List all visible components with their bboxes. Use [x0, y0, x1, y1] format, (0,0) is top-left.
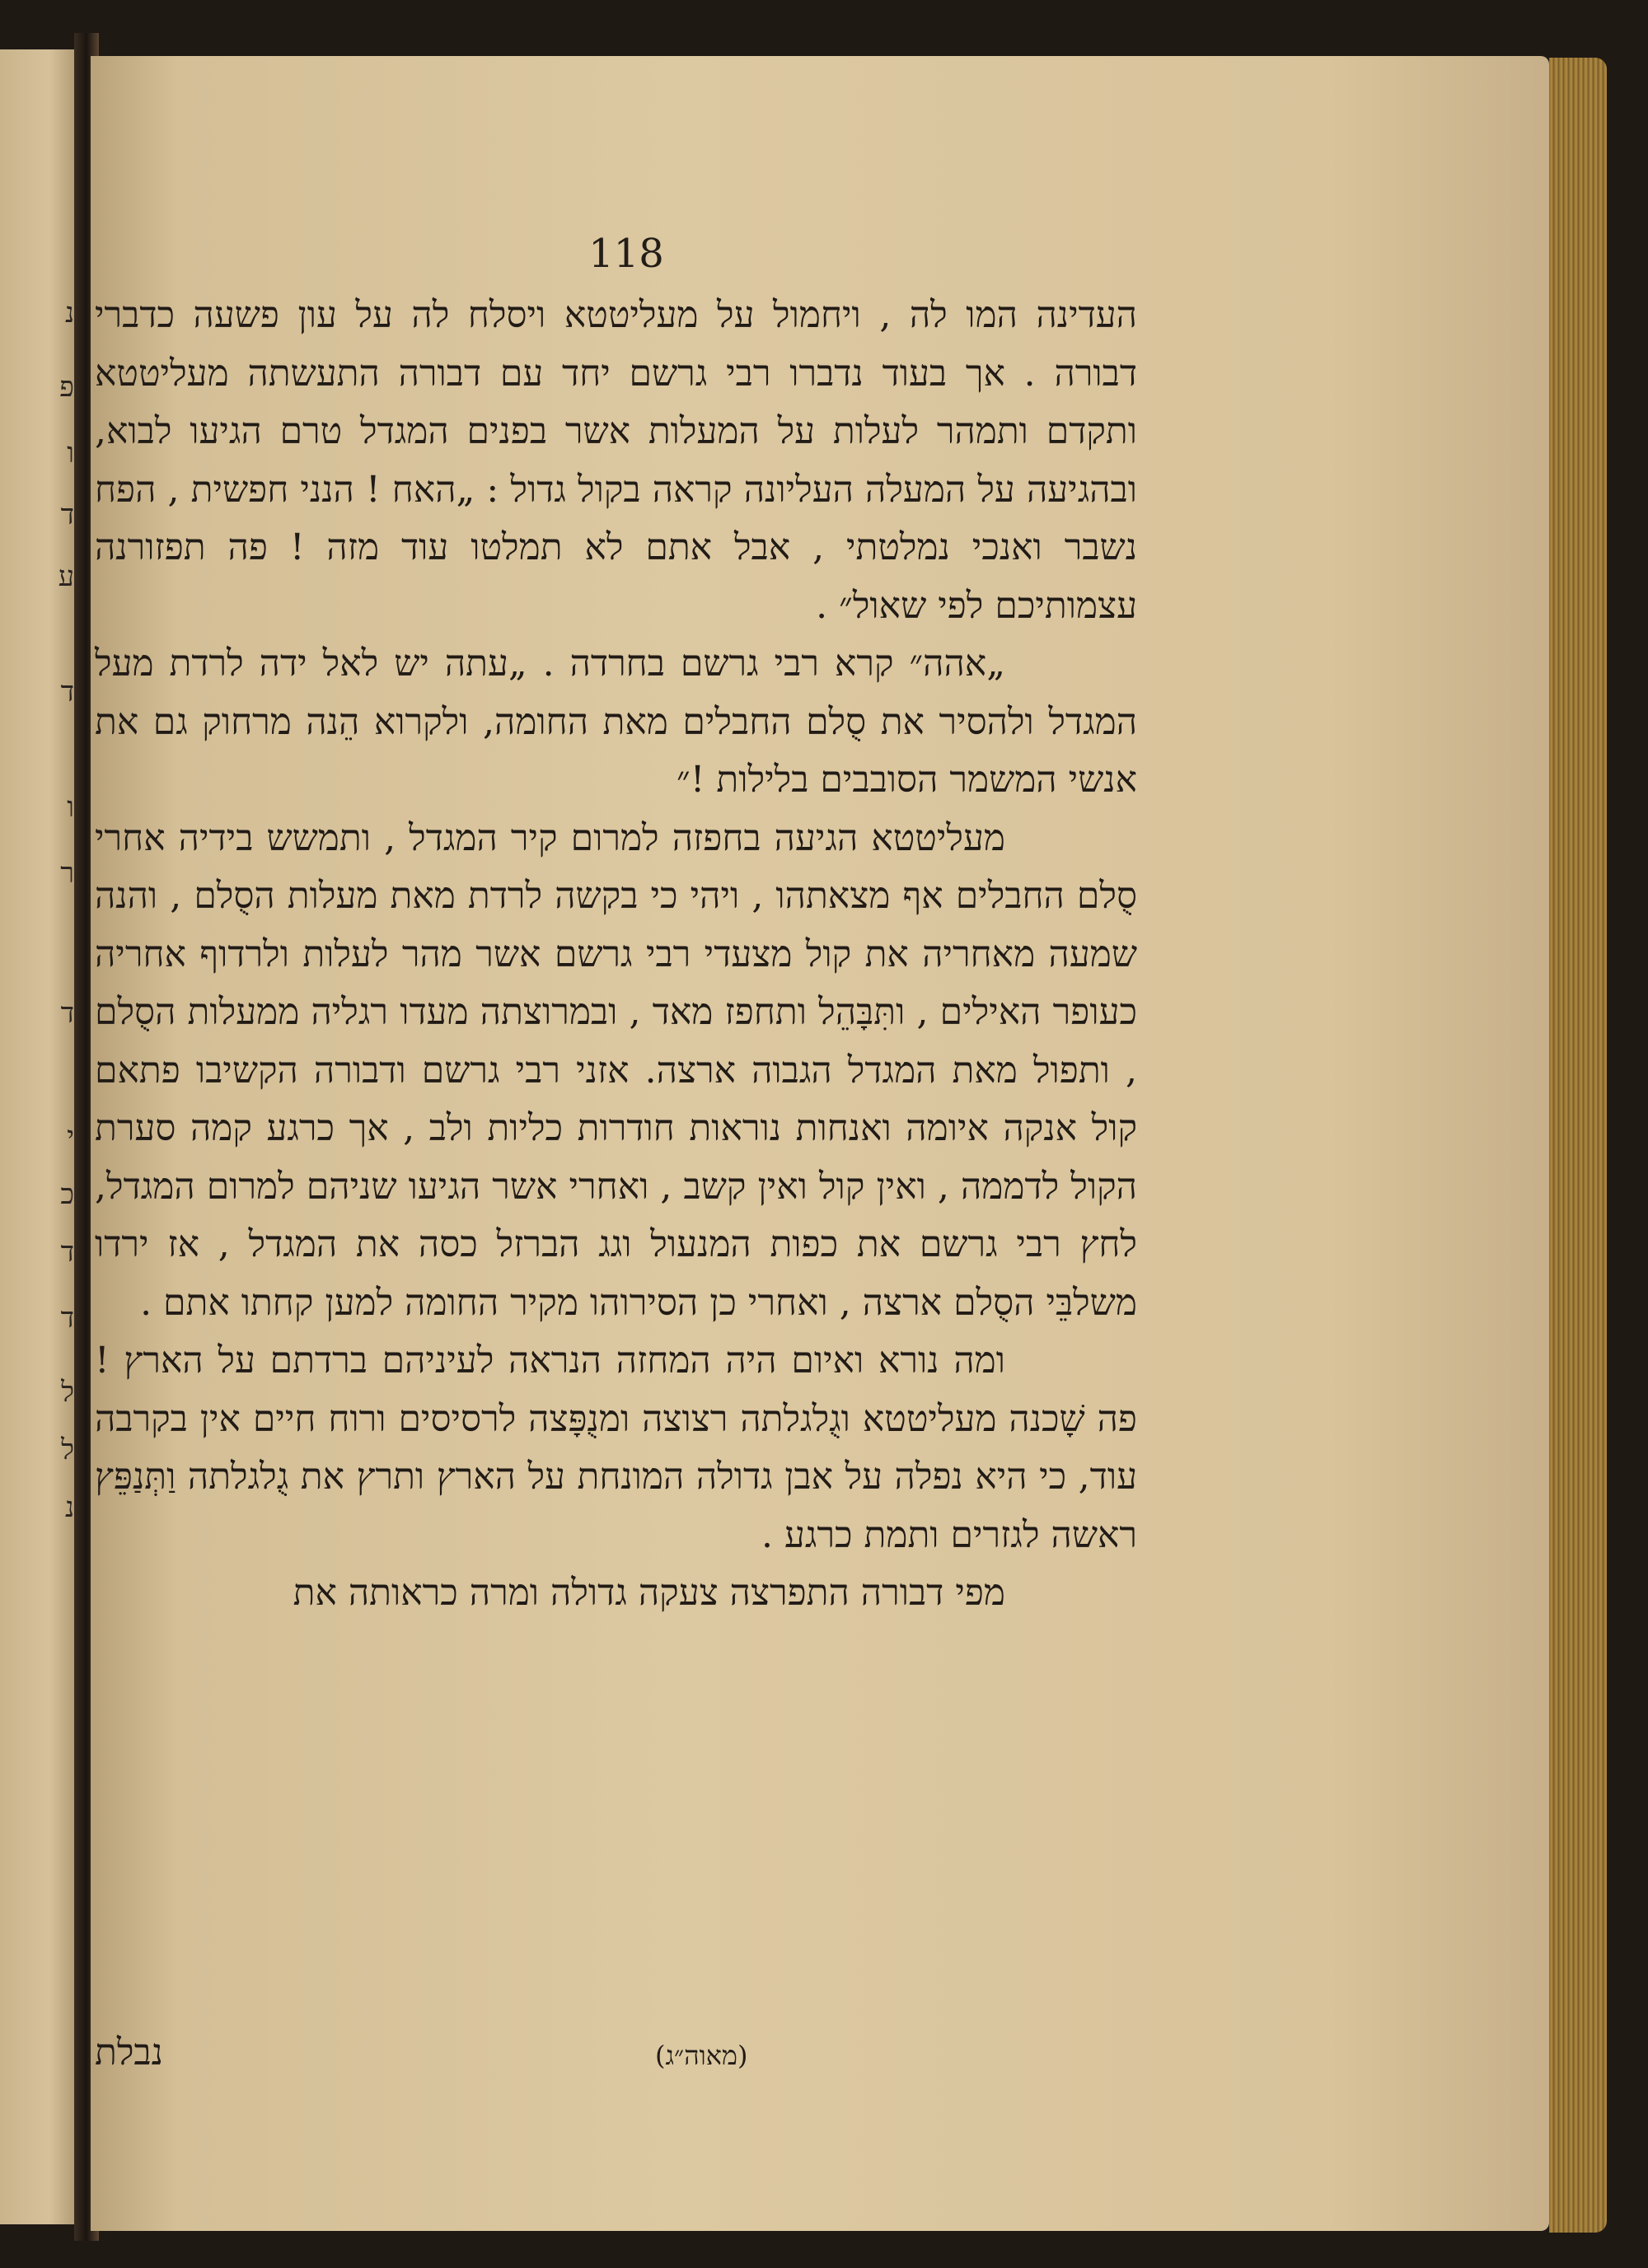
left-margin-letter: ר	[60, 857, 74, 890]
left-margin-letter: ל	[61, 1376, 74, 1409]
left-margin-letter: ד	[60, 1236, 74, 1269]
paragraph-5: מפי דבורה התפרצה צעקה גדולה ומרה כראותה את	[293, 1572, 1005, 1614]
catchword: נבלת	[95, 2032, 163, 2074]
left-margin-letter: י	[67, 1120, 74, 1153]
left-margin-letters	[0, 49, 82, 2224]
left-margin-letter: נ	[64, 1491, 74, 1524]
signature-mark: (מאוה״ג)	[655, 2040, 748, 2071]
paragraph-1: העדינה המו לה , ויחמול על מעליטטא ויסלח לה על עון פשעה כדברי דבורה . אך בעוד נדברו רבי גרשם יחד עם דבורה התעשתה מעליטטא ותקדם ותמהר לעלות על המעלות אשר בפנים המגדל טרם הגיעו לבוא, ובהגיעה על המעלה העליונה קראה בקול גדול : „האח ! הנני חפשית , הפח נשבר ואנכי נמלטתי , אבל אתם לא תמלטו עוד מזה ! פה תפזורנה עצמותיכם לפי שאול״ .	[95, 294, 1137, 627]
left-margin-letter: נ	[64, 297, 74, 330]
left-margin-letter: ו	[67, 791, 74, 824]
left-margin-letter: ו	[67, 437, 74, 470]
left-margin-letter: כ	[60, 1178, 74, 1211]
left-margin-letter: ל	[61, 1433, 74, 1466]
paragraph-2: „אהה״ קרא רבי גרשם בחרדה . „עתה יש לאל ידה לרדת מעל המגדל ולהסיר את סֻלם החבלים מאת החומה, ולקרוא הֵנה מרחוק גם את אנשי המשמר הסובבים בלילות !״	[95, 643, 1137, 801]
paragraph-3: מעליטטא הגיעה בחפזה למרום קיר המגדל , ותמשש בידיה אחרי סֻלם החבלים אף מצאתהו , ויהי כי בקשה לרדת מאת מעלות הסֻלם , והנה שמעה מאחריה את קול מצעדי רבי גרשם אשר מהר לעלות ולרדוף אחריה כעופר האילים , ותִּבָּהֵל ותחפז מאד , ובמרוצתה מעדו רגליה ממעלות הסֻלם , ותפול מאת המגדל הגבוה ארצה. אזני רבי גרשם ודבורה הקשיבו פתאם קול אנקה איומה ואנחות נוראות חודרות כליות ולב , אך כרגע קמה סערת הקול לדממה , ואין קול ואין קשב , ואחרי אשר הגיעו שניהם למרום המגדל, לחץ רבי גרשם את כפות המנעול וגג הברזל כסה את המגדל , אז ירדו משלבֵּי הסֻלם ארצה , ואחרי כן הסירוהו מקיר החומה למען קחתו אתם .	[95, 816, 1137, 1324]
left-margin-letter: ד	[60, 676, 74, 708]
page-footer	[95, 2032, 1137, 2081]
left-margin-letter: ד	[60, 1302, 74, 1335]
left-page-edge	[0, 49, 82, 2224]
paragraph-4: ומה נורא ואיום היה המחזה הנראה לעיניהם ברדתם על הארץ ! פה שָׁכנה מעליטטא וגֻלגלתה רצוצה ומנֻפָּצה לרסיסים ורוח חיים אין בקרבה עוד, כי היא נפלה על אבן גדולה המונחת על הארץ ותרץ את גֻלגלתה וַתְּנַפֵּץ ראשה לגזרים ותמת כרגע .	[95, 1340, 1137, 1556]
left-margin-letter: ד	[60, 498, 74, 531]
left-margin-letter: ד	[60, 997, 74, 1030]
left-margin-letter: פ	[59, 371, 74, 404]
body-text	[95, 287, 1137, 1623]
left-margin-letter: ע	[58, 560, 74, 593]
page-block-edge	[1549, 58, 1607, 2233]
page-number: 118	[588, 231, 664, 277]
